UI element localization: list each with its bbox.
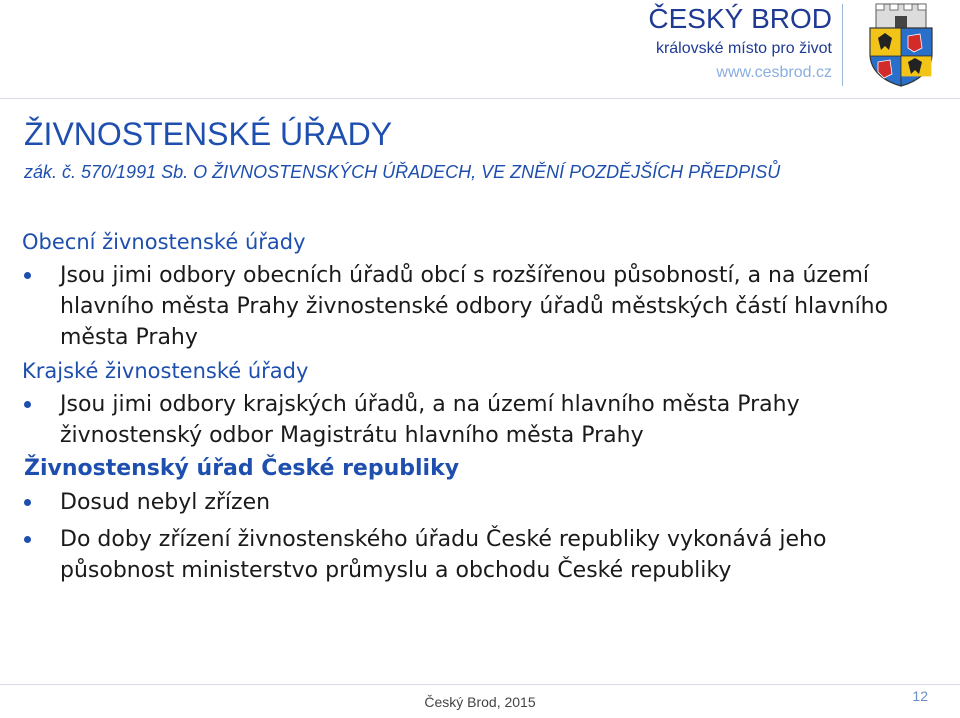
bullet-icon [24,272,31,279]
bullet-icon [24,536,31,543]
list-item [22,524,932,586]
coat-of-arms-icon [862,2,940,88]
bullet-icon [24,401,31,408]
brand-title: ČESKÝ BROD [648,3,832,34]
slide-content [22,226,932,588]
brand-url-link[interactable]: www.cesbrod.cz [716,64,832,81]
section-heading-obecni: Obecní živnostenské úřady [22,230,306,254]
header-divider [842,4,843,86]
section-heading-cr: Živnostenský úřad České republiky [24,456,460,481]
brand-subtitle: královské místo pro život [655,40,832,57]
bullet-icon [24,499,31,506]
header-brand [648,2,832,84]
section-heading-krajske: Krajské živnostenské úřady [22,359,309,383]
bullet-text: Jsou jimi odbory krajských úřadů, a na území hlavního města Prahy živnostenský odbor Magistrátu hlavního města Prahy [60,392,800,448]
bullet-text: Dosud nebyl zřízen [60,490,271,515]
page-subtitle: zák. č. 570/1991 Sb. O ŽIVNOSTENSKÝCH ÚŘADECH, VE ZNĚNÍ POZDĚJŠÍCH PŘEDPISŮ [24,162,781,182]
list-item [22,260,932,353]
footer-rule [0,684,960,685]
header-rule [0,98,960,99]
footer-text: Český Brod, 2015 [424,694,536,710]
page-number: 12 [912,688,928,704]
list-item [22,487,932,518]
list-item [22,389,932,451]
page-title: ŽIVNOSTENSKÉ ÚŘADY [24,116,393,152]
bullet-text: Jsou jimi odbory obecních úřadů obcí s rozšířenou působností, a na území hlavního města Prahy živnostenské odbory úřadů městských částí hlavního města Prahy [60,263,889,350]
bullet-text: Do doby zřízení živnostenského úřadu České republiky vykonává jeho působnost ministerstvo průmyslu a obchodu České republiky [60,527,827,583]
